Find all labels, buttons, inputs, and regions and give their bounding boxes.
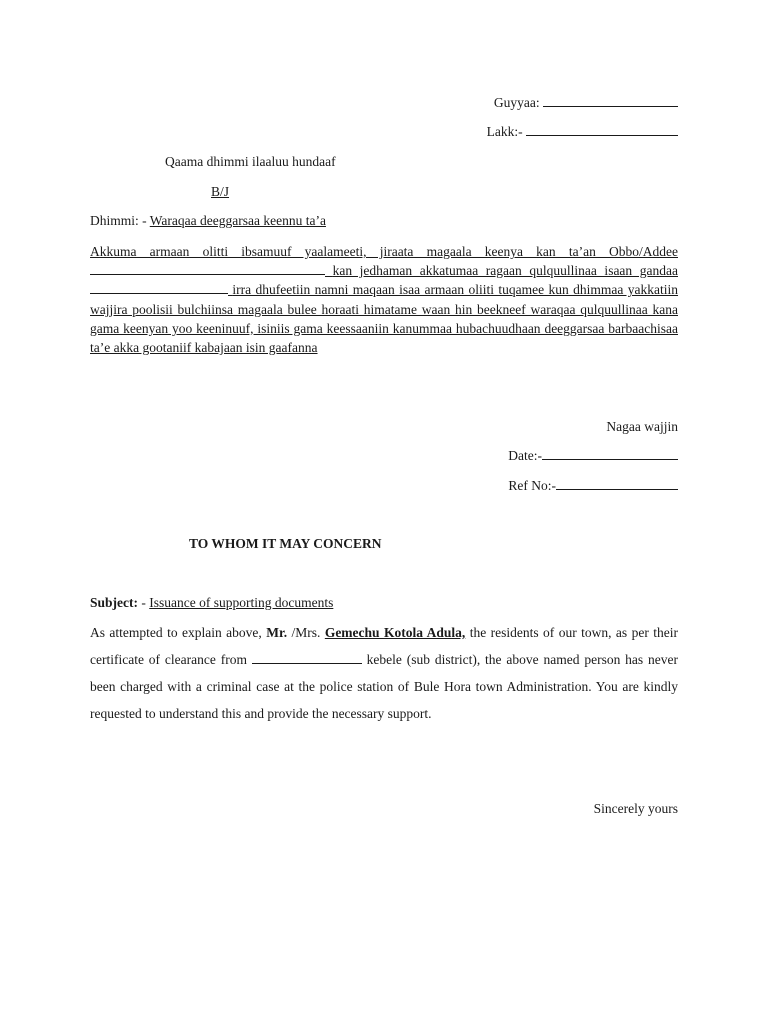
kebele-blank: [252, 651, 362, 664]
body-om-part2: kan jedhaman akkatumaa ragaan qulquullinaa isaan gandaa: [332, 263, 678, 279]
closing-om: Nagaa wajjin: [606, 419, 678, 434]
subject-en-label: Subject:: [90, 595, 138, 610]
addressee: Qaama dhimmi ilaaluu hundaaf: [165, 154, 336, 169]
guyyaa-blank: [543, 94, 678, 107]
lakk-line: [487, 123, 678, 141]
body-om-part1: Akkuma armaan olitti ibsamuuf yaalameeti, jiraata magaala keenya kan ta’an Obbo/Addee: [90, 244, 678, 259]
date-label: Date:-: [508, 448, 542, 463]
lakk-blank: [526, 123, 678, 136]
to-whom-heading: TO WHOM IT MAY CONCERN: [189, 536, 382, 551]
mr-title: Mr.: [266, 625, 288, 640]
guyyaa-label: Guyyaa:: [493, 95, 540, 110]
ref-label: Ref No:-: [508, 478, 556, 493]
subject-en-line: [90, 594, 333, 612]
ganda-blank: [90, 281, 228, 294]
body-en-part3: the residents of our town, as per their certificate of clearance from: [90, 625, 678, 667]
closing-en: Sincerely yours: [593, 801, 678, 816]
body-om-part3: irra dhufeetiin namni maqaan isaa armaan oliiti tuqamee kun dhimmaa yakkatiin wajjira poolisii bulchiinsa magaala bulee horaati himatame waan hin beekneef waraqaa qulquullinaa kana gama keenyan yoo keeninuuf, isiniis gama keessaaniin kanummaa hubachuudhaan deeggarsaa barbaachisaa ta’e akka gootaniif kabajaan isin gaafanna: [90, 282, 679, 356]
subject-en-text: Issuance of supporting documents: [149, 595, 334, 610]
ref-line: [508, 477, 678, 495]
subject-om-text: Waraqaa deeggarsaa keennu ta’a: [149, 213, 326, 228]
body-en-part1: As attempted to explain above,: [90, 625, 267, 640]
obbo-name-blank: [90, 262, 325, 275]
lakk-label: Lakk:-: [486, 124, 523, 139]
date-line: [508, 447, 678, 465]
body-om-paragraph: [90, 242, 678, 357]
subject-om-label: Dhimmi: -: [90, 213, 147, 228]
subject-om-line: [90, 212, 326, 230]
ref-blank: [556, 477, 678, 490]
body-en-paragraph: [90, 619, 678, 727]
body-en-part2: /Mrs.: [287, 625, 325, 640]
date-blank: [542, 447, 678, 460]
person-name: Gemechu Kotola Adula,: [324, 625, 466, 640]
bj-label: B/J: [211, 184, 230, 199]
guyyaa-line: [494, 94, 678, 112]
subject-en-dash: -: [138, 595, 150, 610]
body-en-part4: kebele (sub district), the above named person has never been charged with a criminal case at the police station of Bule Hora town Administration. You are kindly requested to understand this and provide the necessary support.: [90, 652, 679, 721]
